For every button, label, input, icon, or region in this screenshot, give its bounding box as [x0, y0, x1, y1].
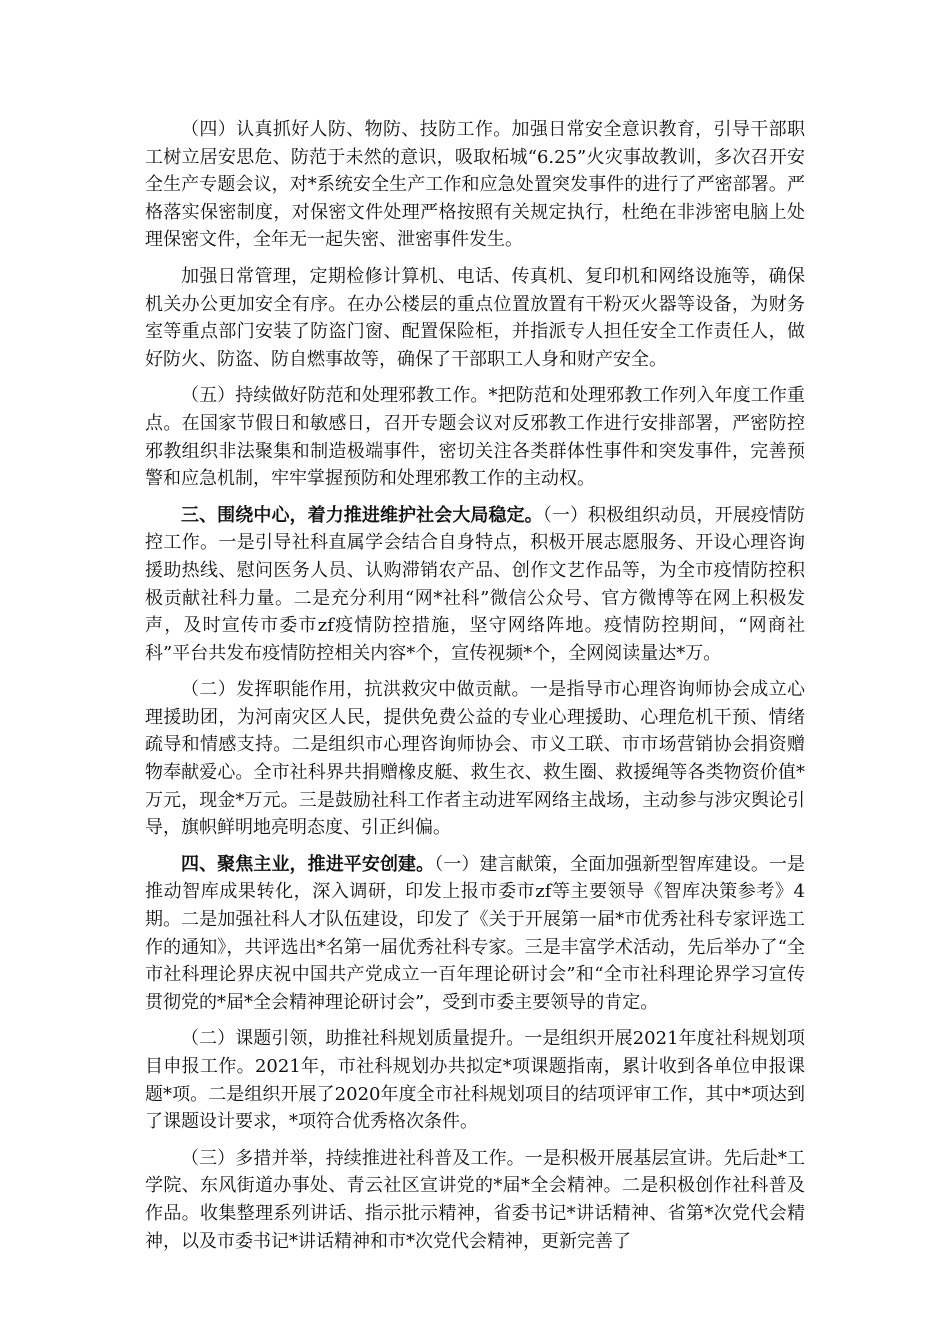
paragraph-text: （五）持续做好防范和处理邪教工作。*把防范和处理邪教工作列入年度工作重点。在国家节假日和敏感日，召开专题会议对反邪教工作进行安排部署，严密防控邪教组织非法聚集和制造极端事件，密切关注各类群体性事件和突发事件，完善预警和应急机制，牢牢掌握预防和处理邪教工作的主动权。: [145, 385, 805, 490]
paragraph-text: （一）积极组织动员，开展疫情防控工作。一是引导社科直属学会结合自身特点，积极开展志愿服务、开设心理咨询援助热线、慰问医务人员、认购滞销农产品、创作文艺作品等，为全市疫情防控积极贡献社科力量。二是充分利用“网*社科”微信公众号、官方微博等在网上积极发声，及时宣传市委市zf疫情防控措施，坚守网络阵地。疫情防控期间，“网商社科”平台共发布疫情防控相关内容*个，宣传视频*个，全网阅读量达*万。: [145, 504, 805, 664]
paragraph-text: （一）建言献策，全面加强新型智库建设。一是推动智库成果转化，深入调研，印发上报市委市zf等主要领导《智库决策参考》4期。二是加强社科人才队伍建设，印发了《关于开展第一届*市优秀社科专家评选工作的通知》，共评选出*名第一届优秀社科专家。三是丰富学术活动，先后举办了“全市社科理论界庆祝中国共产党成立一百年理论研讨会”和“全市社科理论界学习宣传贯彻党的*届*全会精神理论研讨会”，受到市委主要领导的肯定。: [145, 853, 805, 1013]
paragraph-7: [145, 1025, 805, 1135]
paragraph-5: [145, 676, 805, 842]
paragraph-text: 加强日常管理，定期检修计算机、电话、传真机、复印机和网络设施等，确保机关办公更加安全有序。在办公楼层的重点位置放置有干粉灭火器等设备，为财务室等重点部门安装了防盗门窗、配置保险柜，并指派专人担任安全工作责任人，做好防火、防盗、防自燃事故等，确保了干部职工人身和财产安全。: [145, 265, 805, 370]
section-heading: 四、聚焦主业，推进平安创建。: [181, 853, 435, 875]
paragraph-6: [145, 851, 805, 1017]
paragraph-8: [145, 1145, 805, 1255]
section-heading: 三、围绕中心，着力推进维护社会大局稳定。: [181, 504, 543, 526]
paragraph-text: （二）课题引领，助推社科规划质量提升。一是组织开展2021年度社科规划项目申报工作。2021年，市社科规划办共拟定*项课题指南，累计收到各单位申报课题*项。二是组织开展了2020年度全市社科规划项目的结项评审工作，其中*项达到了课题设计要求，*项符合优秀格次条件。: [145, 1028, 805, 1133]
paragraph-text: （二）发挥职能作用，抗洪救灾中做贡献。一是指导市心理咨询师协会成立心理援助团，为河南灾区人民，提供免费公益的专业心理援助、心理危机干预、情绪疏导和情感支持。二是组织市心理咨询师协会、市义工联、市市场营销协会捐资赠物奉献爱心。全市社科界共捐赠橡皮艇、救生衣、救生圈、救援绳等各类物资价值*万元，现金*万元。三是鼓励社科工作者主动进军网络主战场，主动参与涉灾舆论引导，旗帜鲜明地亮明态度、引正纠偏。: [145, 679, 805, 839]
paragraph-4: [145, 502, 805, 668]
paragraph-2: [145, 263, 805, 373]
paragraph-3: [145, 382, 805, 492]
paragraph-text: （三）多措并举，持续推进社科普及工作。一是积极开展基层宣讲。先后赴*工学院、东风街道办事处、青云社区宣讲党的*届*全会精神。二是积极创作社科普及作品。收集整理系列讲话、指示批示精神，省委书记*讲话精神、省第*次党代会精神，以及市委书记*讲话精神和市*次党代会精神，更新完善了: [145, 1147, 805, 1252]
paragraph-1: [145, 116, 805, 254]
document-page: [145, 116, 805, 1264]
paragraph-text: （四）认真抓好人防、物防、技防工作。加强日常安全意识教育，引导干部职工树立居安思危、防范于未然的意识，吸取柘城“6.25”火灾事故教训，多次召开安全生产专题会议，对*系统安全生产工作和应急处置突发事件的进行了严密部署。严格落实保密制度，对保密文件处理严格按照有关规定执行，杜绝在非涉密电脑上处理保密文件，全年无一起失密、泄密事件发生。: [145, 119, 805, 251]
